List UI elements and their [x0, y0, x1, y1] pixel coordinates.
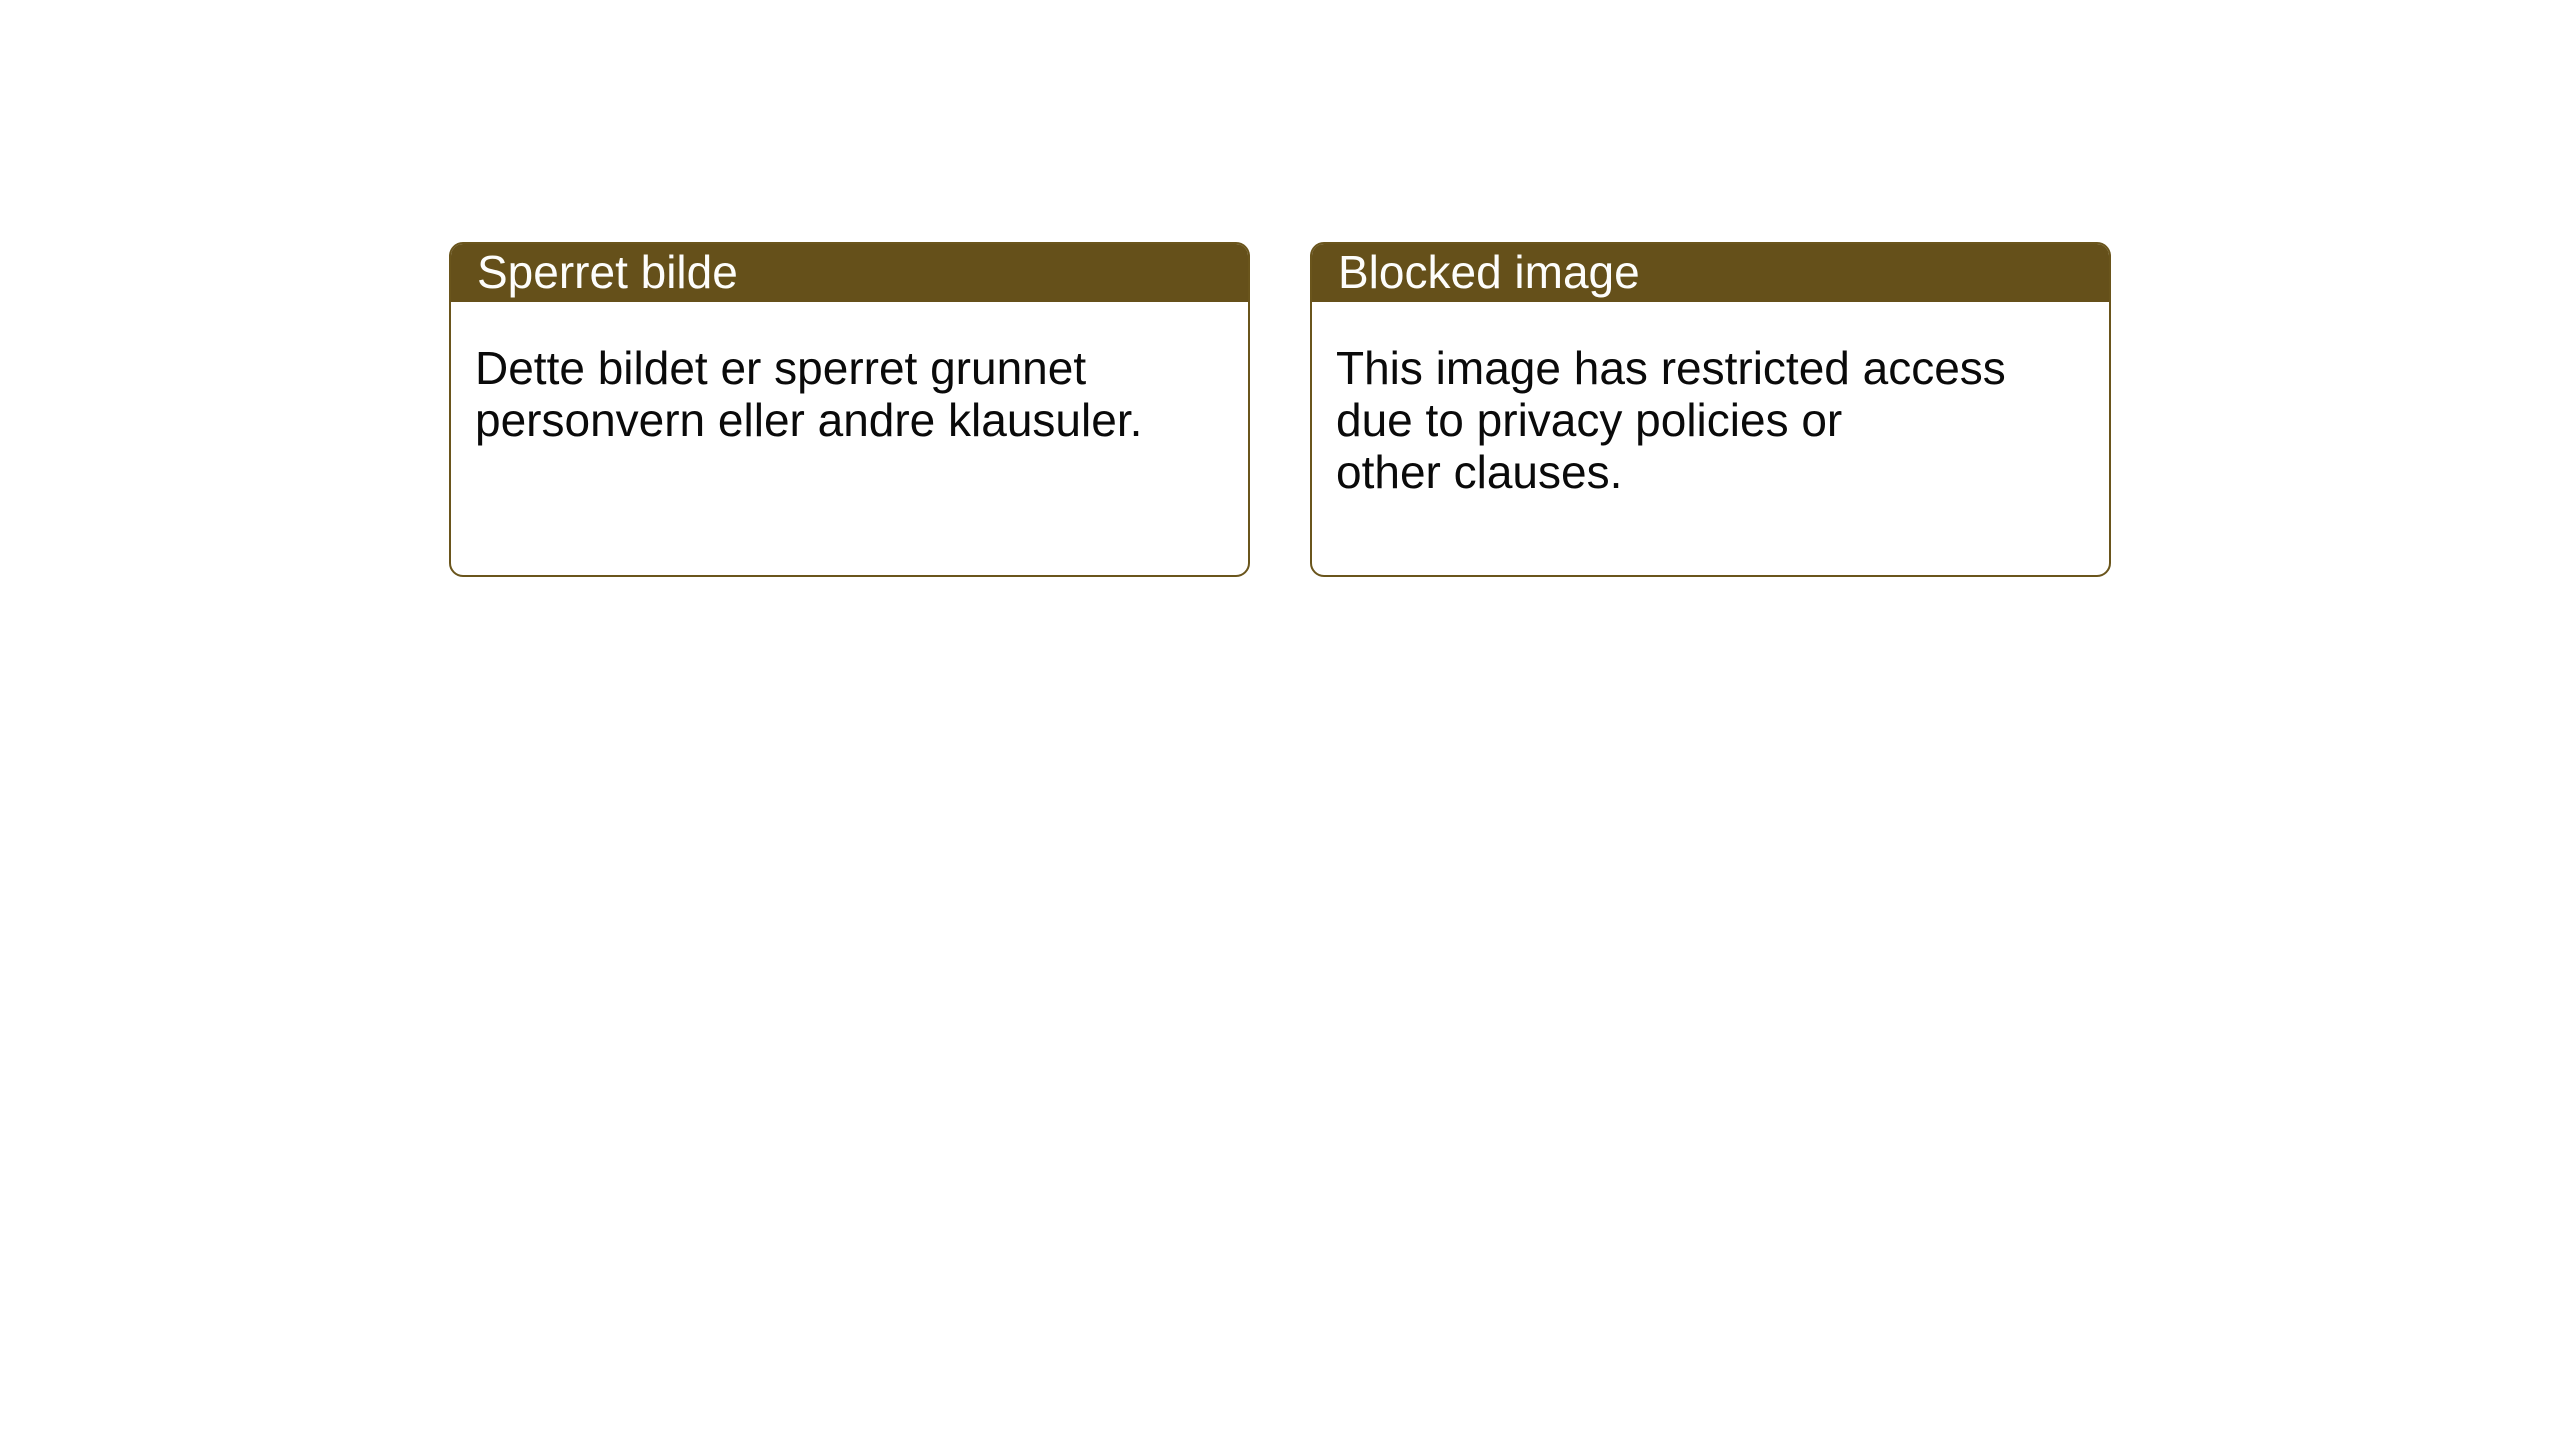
body-text-line: personvern eller andre klausuler.	[475, 394, 1143, 446]
body-text-line: This image has restricted access	[1336, 342, 2006, 394]
card-body	[1312, 302, 2109, 498]
card-title: Blocked image	[1338, 246, 1640, 298]
body-text-line: other clauses.	[1336, 446, 1623, 498]
card-title: Sperret bilde	[477, 246, 738, 298]
blocked-image-card-norwegian	[449, 242, 1250, 577]
body-text-line: due to privacy policies or	[1336, 394, 1843, 446]
body-text-line: Dette bildet er sperret grunnet	[475, 342, 1087, 394]
card-body	[451, 302, 1248, 446]
card-header	[1310, 242, 2111, 302]
card-header	[449, 242, 1250, 302]
blocked-image-card-english	[1310, 242, 2111, 577]
